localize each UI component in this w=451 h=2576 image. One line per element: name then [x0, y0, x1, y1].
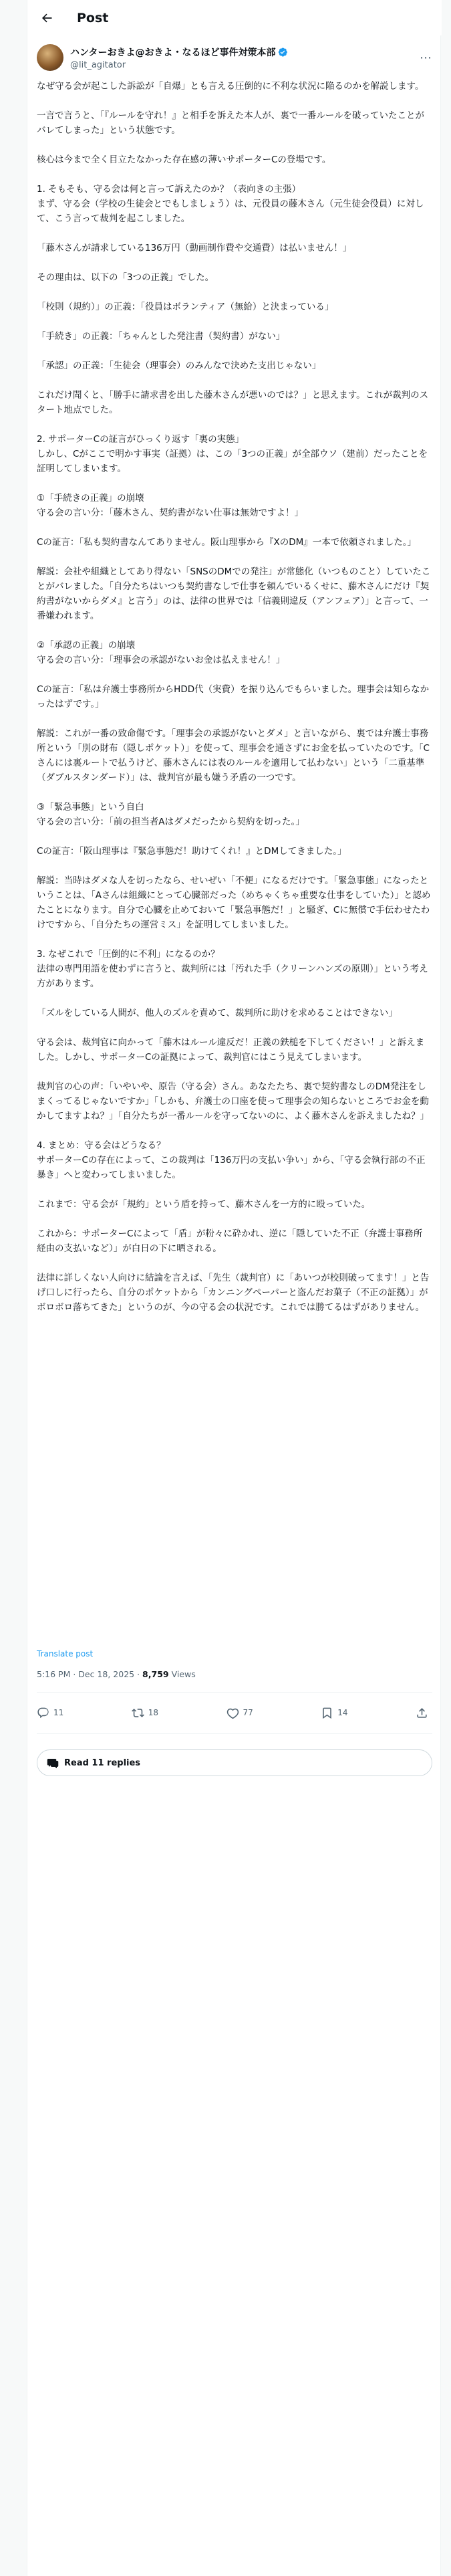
translate-post-link[interactable]: Translate post [37, 1649, 94, 1658]
author-display-name[interactable]: ハンターおきよ@おきよ・なるほど事件対策本部 [70, 47, 276, 58]
page-title: Post [77, 10, 109, 25]
reply-button[interactable] [37, 1707, 63, 1719]
verified-badge-icon [277, 47, 288, 58]
avatar[interactable] [37, 44, 63, 71]
action-bar [37, 1703, 432, 1723]
bookmark-icon [321, 1707, 333, 1719]
views-count[interactable]: 8,759 [142, 1669, 169, 1679]
read-replies-button[interactable] [37, 1749, 432, 1776]
reply-icon [37, 1707, 49, 1719]
more-options-icon[interactable]: ⋯ [420, 50, 432, 65]
heart-icon [227, 1707, 239, 1719]
author-row [37, 41, 432, 74]
tweet-meta [37, 1669, 196, 1679]
speech-bubble-icon [47, 1757, 59, 1769]
like-button[interactable] [227, 1707, 253, 1719]
arrow-left-icon [40, 11, 53, 25]
tweet-text: なぜ守る会が起こした訴訟が「自爆」とも言える圧倒的に不利な状況に陥るのかを解説します。 一言で言うと、「『ルールを守れ！』と相手を訴えた本人が、裏で一番ルールを破っていたことがバレてしまった」という状態です。 核心は今まで全く目立たなかった存在感の薄いサポーターCの登場です。 1. そもそも、守る会は何と言って訴えたのか？（表向きの主張） まず、守る会（学校の生徒会とでもしましょう）は、元役員の藤木さん（元生徒会役員）に対して、こう言って裁判を起こしました。 「藤木さんが請求している136万円（動画制作費や交通費）は払いません！」 その理由は、以下の「3つの正義」でした。 「校則（規約）」の正義：「役員はボランティア（無給）と決まっている」 「手続き」の正義：「ちゃんとした発注書（契約書）がない」 「承認」の正義：「生徒会（理事会）のみんなで決めた支出じゃない」 これだけ聞くと、「勝手に請求書を出した藤木さんが悪いのでは？」と思えます。これが裁判のスタート地点でした。 2. サポーターCの証言がひっくり返す「裏の実態」 しかし、Cがここで明かす事実（証拠）は、この「3つの正義」が全部ウソ（建前）だったことを証明してしまいます。 ①「手続きの正義」の崩壊 守る会の言い分：「藤木さん、契約書がない仕事は無効ですよ！」 Cの証言：「私も契約書なんてありません。阪山理事から『XのDM』一本で依頼されました。」 解説：会社や組織としてあり得ない「SNSのDMでの発注」が常態化（いつものこと）していたことがバレました。「自分たちはいつも契約書なしで仕事を頼んでいるくせに、藤木さんにだけ『契約書がないからダメ』と言う」のは、法律の世界では「信義則違反（アンフェア）」と言って、一番嫌われます。 ②「承認の正義」の崩壊 守る会の言い分：「理事会の承認がないお金は払えません！」 Cの証言：「私は弁護士事務所からHDD代（実費）を振り込んでもらいました。理事会は知らなかったはずです。」 解説：これが一番の致命傷です。「理事会の承認がないとダメ」と言いながら、裏では弁護士事務所という「別の財布（隠しポケット）」を使って、理事会を通さずにお金を払っていたのです。「Cさんには裏ルートで払うけど、藤木さんには表のルールを適用して払わない」という「二重基準（ダブルスタンダード）」は、裁判官が最も嫌う矛盾の一つです。 ③「緊急事態」という自白 守る会の言い分：「前の担当者Aはダメだったから契約を切った。」 Cの証言：「阪山理事は『緊急事態だ！助けてくれ！』とDMしてきました。」 解説：当時はダメな人を切ったなら、せいぜい「不便」になるだけです。「緊急事態」になったということは、「Aさんは組織にとって心臓部だった（めちゃくちゃ重要な仕事をしていた）」と認めたことになります。自分で心臓を止めておいて「緊急事態だ！」と騒ぎ、Cに無償で手伝わせたわけですから、「自分たちの運営ミス」を証明してしまいました。 3. なぜこれで「圧倒的に不利」になるのか？ 法律の専門用語を使わずに言うと、裁判所には「汚れた手（クリーンハンズの原則）」という考え方があります。 「ズルをしている人間が、他人のズルを責めて、裁判所に助けを求めることはできない」 守る会は、裁判官に向かって「藤木はルール違反だ！正義の鉄槌を下してください！」と訴えました。しかし、サポーターCの証拠によって、裁判官にはこう見えてしまいます。 裁判官の心の声：「いやいや、原告（守る会）さん。あなたたち、裏で契約書なしのDM発注をしまくってるじゃないですか」「しかも、弁護士の口座を使って理事会の知らないところでお金を動かしてますよね？」「自分たちが一番ルールを守ってないのに、よく藤木さんを訴えましたね？」 4. まとめ：守る会はどうなる？ サポーターCの存在によって、この裁判は「136万円の支払い争い」から、「守る会執行部の不正暴き」へと変わってしまいました。 これまで：守る会が「規約」という盾を持って、藤木さんを一方的に殴っていた。 これから：サポーターCによって「盾」が粉々に砕かれ、逆に「隠していた不正（弁護士事務所経由の支払いなど）」が白日の下に晒される。 法律に詳しくない人向けに結論を言えば、「先生（裁判官）に「あいつが校則破ってます！」と告げ口しに行ったら、自分のポケットから「カンニングペーパーと盗んだお菓子（不正の証拠）」がボロボロ落ちてきた」というのが、今の守る会の状況です。これでは勝てるはずがありません。 [37, 81, 431, 1313]
tweet-timestamp[interactable]: 5:16 PM · Dec 18, 2025 [37, 1669, 135, 1679]
bookmark-button[interactable] [321, 1707, 347, 1719]
author-info [70, 45, 288, 70]
read-replies-label: Read 11 replies [64, 1757, 141, 1768]
share-icon [416, 1707, 428, 1719]
reply-count: 11 [53, 1708, 64, 1717]
repost-icon [132, 1707, 144, 1719]
bookmark-count: 14 [337, 1708, 348, 1717]
page-header [27, 0, 442, 35]
back-button[interactable] [35, 7, 58, 29]
author-handle[interactable]: @lit_agitator [70, 60, 126, 70]
divider-top [37, 1692, 432, 1693]
like-count: 77 [243, 1708, 253, 1717]
main-column [27, 0, 441, 2576]
name-row [70, 45, 288, 59]
repost-count: 18 [148, 1708, 159, 1717]
divider-bottom [37, 1733, 432, 1734]
meta-separator: · [134, 1669, 143, 1679]
views-label: Views [168, 1669, 196, 1679]
share-button[interactable] [416, 1707, 432, 1719]
repost-button[interactable] [132, 1707, 158, 1719]
